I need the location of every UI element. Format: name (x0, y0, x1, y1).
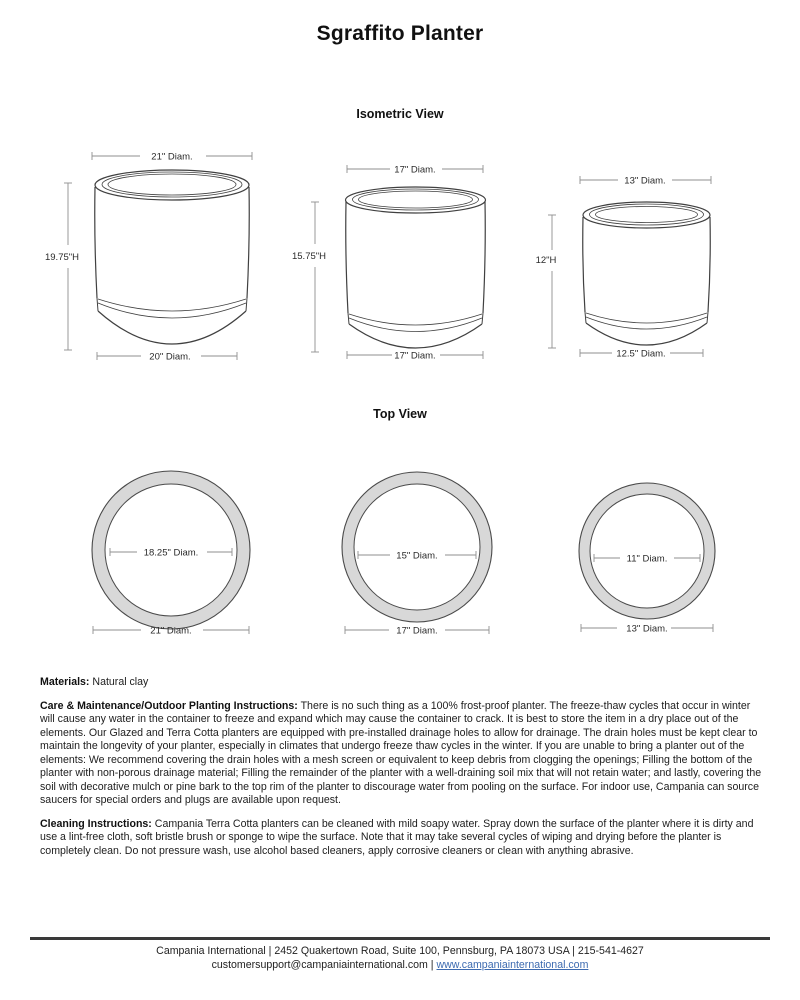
dim-label-height-large: 19.75"H (44, 252, 80, 263)
dimension-outer-diameter-small (581, 624, 713, 635)
isometric-view-drawing (0, 140, 800, 380)
dimension-height-large (45, 183, 79, 350)
dim-label-top-diam-large: 21" Diam. (151, 151, 193, 163)
dim-label-inner-diam-medium: 15" Diam. (396, 550, 438, 562)
materials-value: Natural clay (92, 676, 149, 688)
dim-label-height-small: 12"H (535, 255, 557, 266)
footer-email: customersupport@campaniainternational.com (211, 959, 428, 971)
dimension-height-medium (292, 202, 326, 352)
footer-divider (30, 937, 770, 940)
dim-label-bottom-diam-large: 20" Diam. (149, 351, 191, 363)
dimension-bottom-diameter-medium (347, 351, 483, 362)
dimension-height-small (536, 215, 557, 348)
page-title: Sgraffito Planter (316, 22, 484, 45)
top-view-planter-large (92, 471, 250, 637)
isometric-planter-large (45, 152, 252, 363)
top-view-planter-small (579, 483, 715, 635)
dim-label-outer-diam-medium: 17" Diam. (396, 625, 438, 637)
isometric-planter-medium (292, 165, 486, 362)
dim-label-inner-diam-small: 11" Diam. (626, 553, 668, 565)
dimension-bottom-diameter-small (580, 349, 703, 360)
dimension-top-diameter-medium (347, 165, 483, 176)
dim-label-bottom-diam-small: 12.5" Diam. (616, 348, 666, 360)
dim-label-bottom-diam-medium: 17" Diam. (394, 350, 436, 362)
dimension-top-diameter-small (580, 176, 711, 187)
dim-label-inner-diam-large: 18.25" Diam. (143, 547, 199, 559)
dim-label-outer-diam-large: 21" Diam. (150, 625, 192, 637)
care-paragraph (40, 700, 764, 808)
dimension-outer-diameter-large (93, 626, 249, 637)
cleaning-text: Campania Terra Cotta planters can be cleaned with mild soapy water. Spray down the surface of the planter where it is dirty and use a lint-free cloth, soft bristle brush or sponge to wipe the surface. Note that it may take several cycles of wiping and drying before the planter is completely clean. Do not pressure wash, use alcohol based cleaners, apply corrosive cleaners or clean with anything abrasive. (40, 817, 754, 857)
footer-website-link[interactable]: www.campaniainternational.com (436, 959, 589, 971)
isometric-planter-small (536, 176, 711, 360)
dim-label-height-medium: 15.75"H (291, 251, 327, 262)
care-label: Care & Maintenance/Outdoor Planting Instructions: (40, 699, 298, 712)
dimension-bottom-diameter-large (97, 352, 237, 363)
footer-contact (0, 958, 800, 972)
dimension-outer-diameter-medium (345, 626, 489, 637)
isometric-view-heading: Isometric View (356, 107, 444, 121)
cleaning-label: Cleaning Instructions: (40, 817, 152, 830)
footer-address: Campania International | 2452 Quakertown Road, Suite 100, Pennsburg, PA 18073 USA | 215-541-4627 (156, 945, 644, 957)
footer-separator: | (427, 959, 437, 971)
top-view-drawing (0, 440, 800, 640)
dim-label-outer-diam-small: 13" Diam. (626, 623, 668, 635)
cleaning-paragraph (40, 818, 764, 859)
instructions-text-block (40, 676, 764, 868)
materials-label: Materials: (40, 676, 90, 688)
care-text: There is no such thing as a 100% frost-proof planter. The freeze-thaw cycles that occur in winter will cause any water in the container to freeze and expand which may cause the container to crack. It is best to store the item in a dry place out of the elements. Our Glazed and Terra Cotta planters are equipped with pre-installed drainage holes to allow for drainage. The drain holes must be kept clear to maintain the longevity of your planter, especially in climates that undergo freeze thaw cycles in the winter. If you are unable to bring a planter out of the elements: We recommend covering the drain holes with a mesh screen or equivalent to keep debris from clogging the openings; Filling the bottom of the planter with non-porous drainage material; Filling the remainder of the planter with a well-draining soil mix that will not retain water; and lastly, covering the soil with decorative mulch or pine bark to the top rim of the planter to discourage water from pooling on the surface. For indoor use, Campania can source saucers for special orders and plugs are available upon request. (40, 699, 762, 806)
dim-label-top-diam-small: 13" Diam. (624, 175, 666, 187)
top-view-planter-medium (342, 472, 492, 637)
dimension-top-diameter-large (92, 152, 252, 163)
materials-line (40, 676, 764, 690)
top-view-heading: Top View (373, 407, 427, 421)
dim-label-top-diam-medium: 17" Diam. (394, 164, 436, 176)
